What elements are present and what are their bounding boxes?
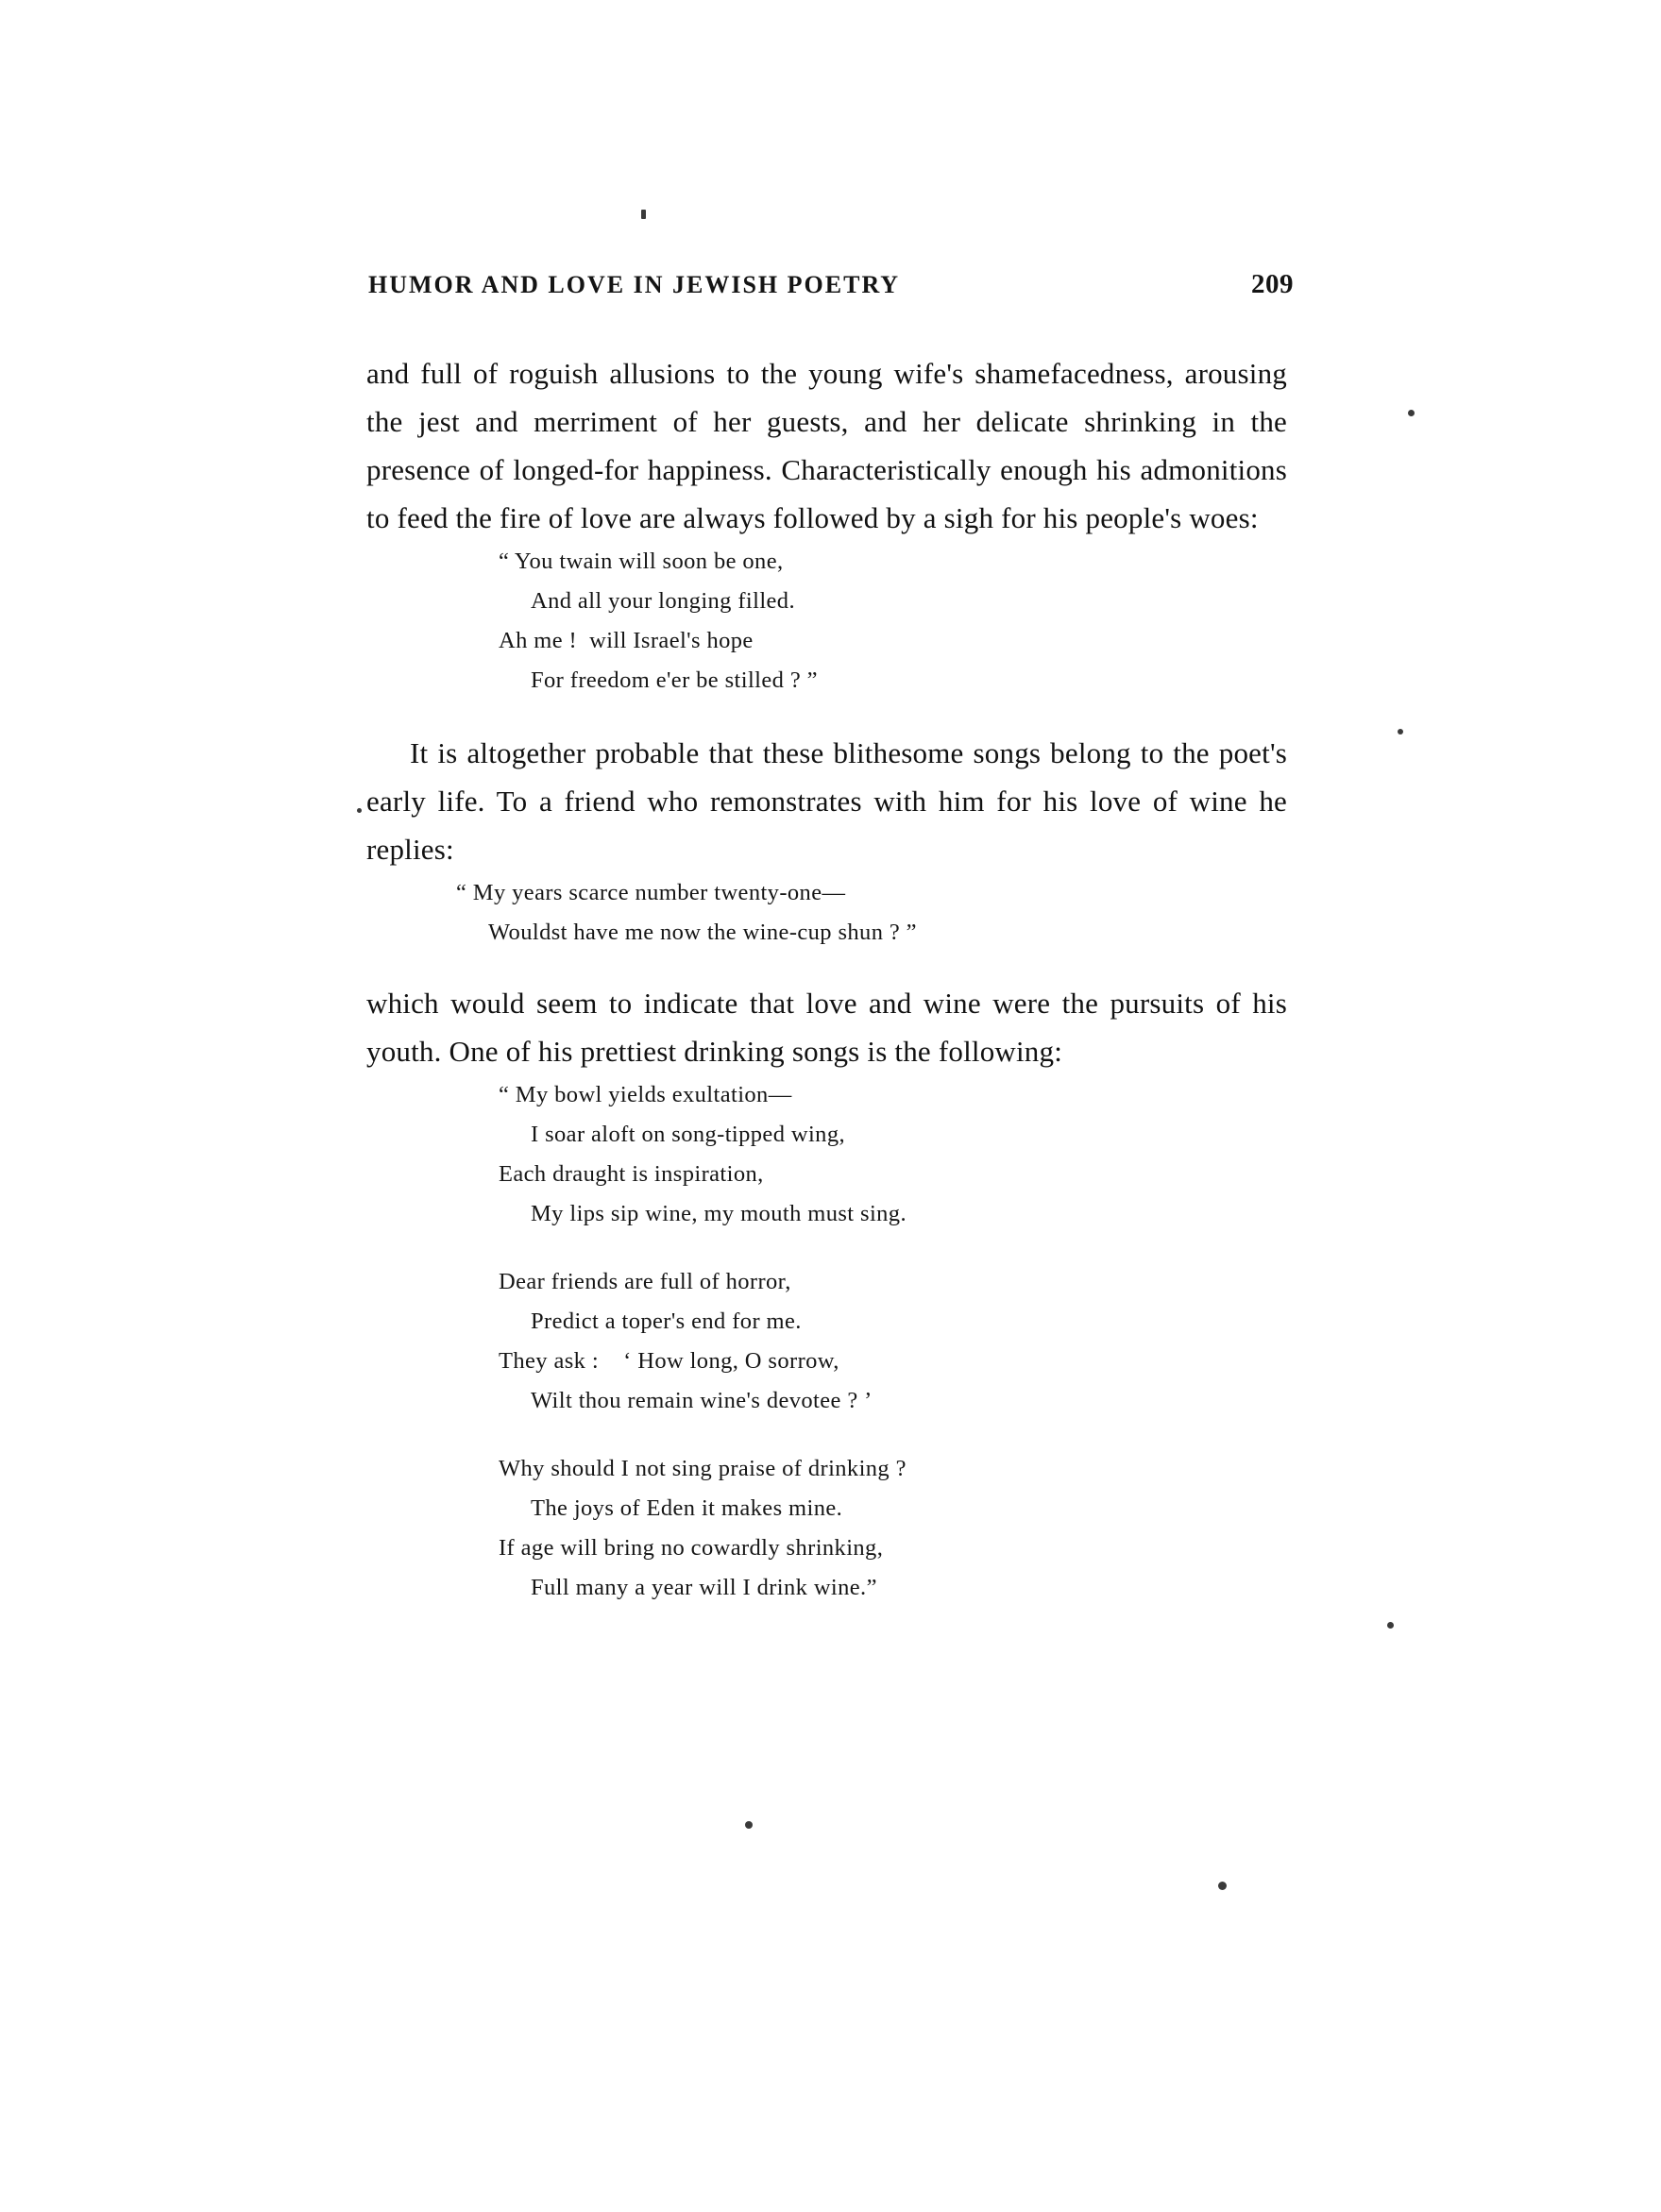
verse-line: They ask : ‘ How long, O sorrow,	[499, 1348, 839, 1374]
running-head	[368, 269, 1294, 300]
verse-line: And all your longing filled.	[531, 588, 795, 614]
printing-mark	[357, 808, 362, 813]
verse-line: “ You twain will soon be one,	[499, 549, 784, 574]
printing-mark	[1387, 1622, 1394, 1629]
verse-block-2	[366, 873, 1287, 953]
verse-line: Each draught is inspiration,	[499, 1161, 764, 1187]
verse-line: Dear friends are full of horror,	[499, 1269, 791, 1294]
stanza	[456, 873, 1287, 953]
page-number: 209	[1251, 269, 1294, 299]
verse-block-3	[366, 1075, 1287, 1608]
printing-mark	[1398, 729, 1403, 735]
verse-line: My lips sip wine, my mouth must sing.	[531, 1201, 907, 1226]
stanza	[499, 1262, 1287, 1421]
verse-line: Why should I not sing praise of drinking ?	[499, 1456, 907, 1481]
verse-line: If age will bring no cowardly shrinking,	[499, 1535, 884, 1561]
verse-line: Ah me ! will Israel's hope	[499, 628, 754, 653]
verse-line: The joys of Eden it makes mine.	[531, 1495, 843, 1521]
stanza	[499, 1075, 1287, 1234]
verse-line: Wouldst have me now the wine-cup shun ? ”	[488, 920, 917, 945]
verse-line: For freedom e'er be stilled ? ”	[531, 667, 818, 693]
verse-line: “ My bowl yields exultation—	[499, 1082, 792, 1107]
running-head-title: HUMOR AND LOVE IN JEWISH POETRY	[368, 271, 901, 298]
verse-line: I soar aloft on song-tipped wing,	[531, 1122, 846, 1147]
verse-line: Predict a toper's end for me.	[531, 1309, 802, 1334]
printing-mark	[745, 1821, 753, 1829]
printing-mark	[641, 210, 646, 219]
paragraph-3: which would seem to indicate that love and wine were the pursuits of his youth. One of his prettiest drinking songs is the following:	[366, 987, 1287, 1068]
stanza	[499, 542, 1287, 701]
paragraph-2: It is altogether probable that these blithesome songs belong to the poet's early life. To a friend who remonstrates with him for his love of wine he replies:	[366, 736, 1287, 866]
verse-line: “ My years scarce number twenty-one—	[456, 880, 846, 905]
verse-block-1	[366, 542, 1287, 701]
stanza	[499, 1449, 1287, 1608]
verse-line: Wilt thou remain wine's devotee ? ’	[531, 1388, 873, 1413]
paragraph-1: and full of roguish allusions to the young wife's shamefacedness, arousing the jest and merriment of her guests, and her delicate shrinking in the presence of longed-for happiness. Characteristically enough his admonitions to feed the fire of love are always followed by a sigh for his people's woes:	[366, 357, 1287, 534]
printing-mark	[1408, 410, 1415, 416]
page-body	[366, 349, 1287, 1608]
printing-mark	[1218, 1882, 1227, 1890]
verse-line: Full many a year will I drink wine.”	[531, 1575, 877, 1600]
